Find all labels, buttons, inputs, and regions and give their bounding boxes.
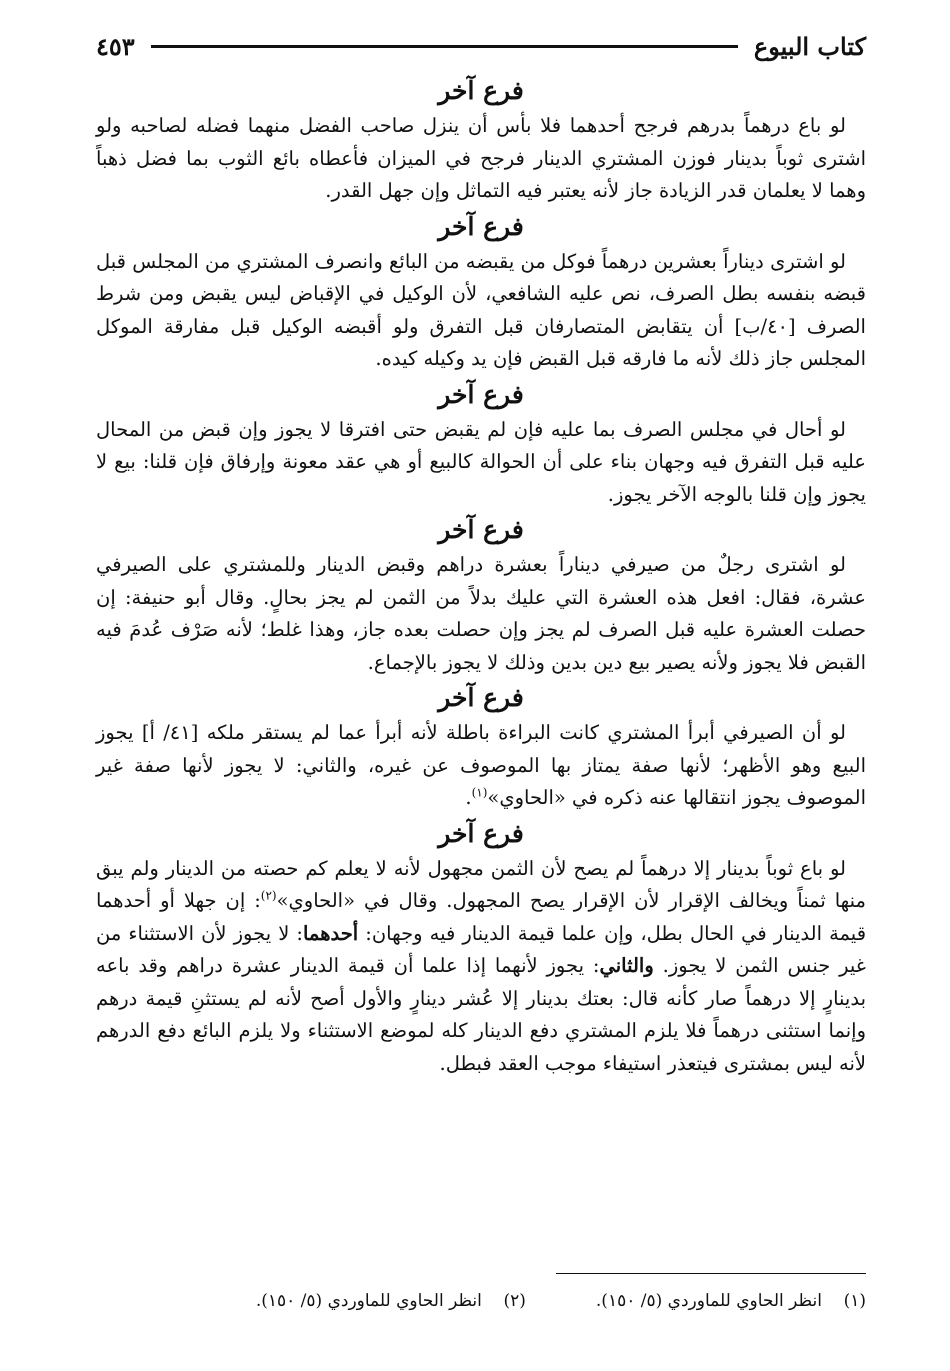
page-number: ٤٥٣ bbox=[96, 31, 135, 61]
paragraph-text-continued: : إن جهلا أو أحدهما قيمة الدينار في الحال بطل، وإن علما قيمة الدينار فيه وجهان: bbox=[96, 889, 867, 945]
header-rule bbox=[151, 45, 738, 48]
page-header bbox=[96, 28, 866, 64]
footnote-ref: (١) bbox=[471, 785, 488, 800]
section-paragraph bbox=[96, 549, 866, 679]
section-heading: فرع آخر bbox=[438, 211, 524, 241]
paragraph-text: لو أن الصيرفي أبرأ المشتري كانت البراءة باطلة لأنه أبرأ عما لم يستقر ملكه [٤١/ أ] يجوز البيع وهو الأظهر؛ لأنها صفة يمتاز بها الموصوف عن غيره، والثاني: لا يجوز لأنها صفة غير الموصوف يجوز انتقالها عنه ذكره في «الحاوي» bbox=[96, 721, 866, 809]
paragraph-text: لو باع ثوباً بدينار إلا درهماً لم يصح لأن الثمن مجهول لأنه لا يعلم كم حصته من الدينار ولم يبق منها ثمناً ويخالف الإقرار لأن الإقرار يصح المجهول. وقال في «الحاوي» bbox=[96, 856, 866, 912]
paragraph-text-middle: : لا يجوز لأن الاستثناء من غير جنس الثمن لا يجوز. bbox=[96, 921, 866, 977]
section-paragraph bbox=[96, 853, 866, 1081]
footnote-rule bbox=[556, 1273, 866, 1274]
paragraph-text: لو اشترى رجلٌ من صيرفي ديناراً بعشرة دراهم وقبض الدينار وللمشتري على الصيرفي عشرة، فقال: افعل هذه العشرة التي عليك بدلاً من الثمن لم يجز بحالٍ. وقال أبو حنيفة: إن حصلت العشرة عليه قبل الصرف لم يجز وإن حصلت بعده جاز، وهذا غلط؛ لأنه صَرْف عُدمَ فيه القبض فلا يجوز ولأنه يصير بيع دين بدين وذلك لا يجوز بالإجماع. bbox=[96, 553, 866, 674]
section-heading: فرع آخر bbox=[438, 818, 524, 848]
running-title: كتاب البيوع bbox=[753, 31, 866, 61]
bold-term-first: أحدهما bbox=[302, 921, 359, 945]
paragraph-text: لو باع درهماً بدرهم فرجح أحدهما فلا بأس أن ينزل صاحب الفضل منهما فضله لصاحبه ولو اشترى ثوباً بدينار فوزن المشتري الدينار فرجح في الميزان فأعطاه بائع الثوب بما فضل ذهباً وهما لا يعلمان قدر الزيادة جاز لأنه يعتبر فيه التماثل وإن جهل القدر. bbox=[96, 114, 866, 202]
paragraph-text-end: : يجوز لأنهما إذا علما أن قيمة الدينار عشرة دراهم وقد باعه بدينارٍ إلا درهماً صار كأنه قال: بعتك بدينار إلا عُشر دينارٍ والأول أصح لأنه لم يستثنِ قيمة درهم وإنما استثنى درهماً فلا يلزم المشتري دفع الدينار كله لموضع الاستثناء ولا يلزم البائع دفع الدرهم لأنه ليس بمشترى فيتعذر استيفاء موجب العقد فبطل. bbox=[96, 954, 866, 1075]
footnote-item bbox=[256, 1288, 526, 1314]
section-heading: فرع آخر bbox=[438, 76, 524, 105]
bold-term-second: والثاني bbox=[599, 954, 654, 977]
footnote-item bbox=[596, 1288, 866, 1314]
footnote-text: انظر الحاوي للماوردي (٥/ ١٥٠). bbox=[255, 1291, 482, 1311]
page-body bbox=[96, 72, 866, 1080]
section-paragraph bbox=[96, 110, 866, 208]
paragraph-text-end: . bbox=[465, 786, 472, 809]
section-paragraph bbox=[96, 414, 866, 512]
footnote-ref: (٢) bbox=[260, 888, 277, 903]
section-heading: فرع آخر bbox=[438, 379, 524, 409]
section-paragraph bbox=[96, 246, 866, 376]
footnotes bbox=[96, 1288, 866, 1314]
footnote-number: (١) bbox=[843, 1291, 866, 1311]
footnote-text: انظر الحاوي للماوردي (٥/ ١٥٠). bbox=[595, 1291, 822, 1311]
section-paragraph bbox=[96, 717, 866, 815]
section-heading: فرع آخر bbox=[438, 683, 524, 712]
footnote-number: (٢) bbox=[503, 1291, 526, 1311]
section-heading: فرع آخر bbox=[438, 515, 524, 544]
paragraph-text: لو أحال في مجلس الصرف بما عليه فإن لم يقبض حتى افترقا لا يجوز وإن قبض من المحال عليه قبل التفرق فيه وجهان بناء على أن الحوالة كالبيع أو هي عقد معونة وإرفاق فإن قلنا: بيع لا يجوز وإن قلنا بالوجه الآخر يجوز. bbox=[96, 417, 866, 506]
paragraph-text: لو اشترى ديناراً بعشرين درهماً فوكل من يقبضه من البائع وانصرف المشتري من المجلس قبل قبضه بنفسه بطل الصرف، نص عليه الشافعي، لأن الوكيل في الإقباض ليس يقبض ومن شرط الصرف [٤٠/ب] أن يتقابض المتصارفان قبل التفرق ولو أقبضه الوكيل قبل مفارقة الموكل المجلس جاز ذلك لأنه ما فارقه قبل القبض فإن يد وكيله كيده. bbox=[96, 249, 866, 370]
